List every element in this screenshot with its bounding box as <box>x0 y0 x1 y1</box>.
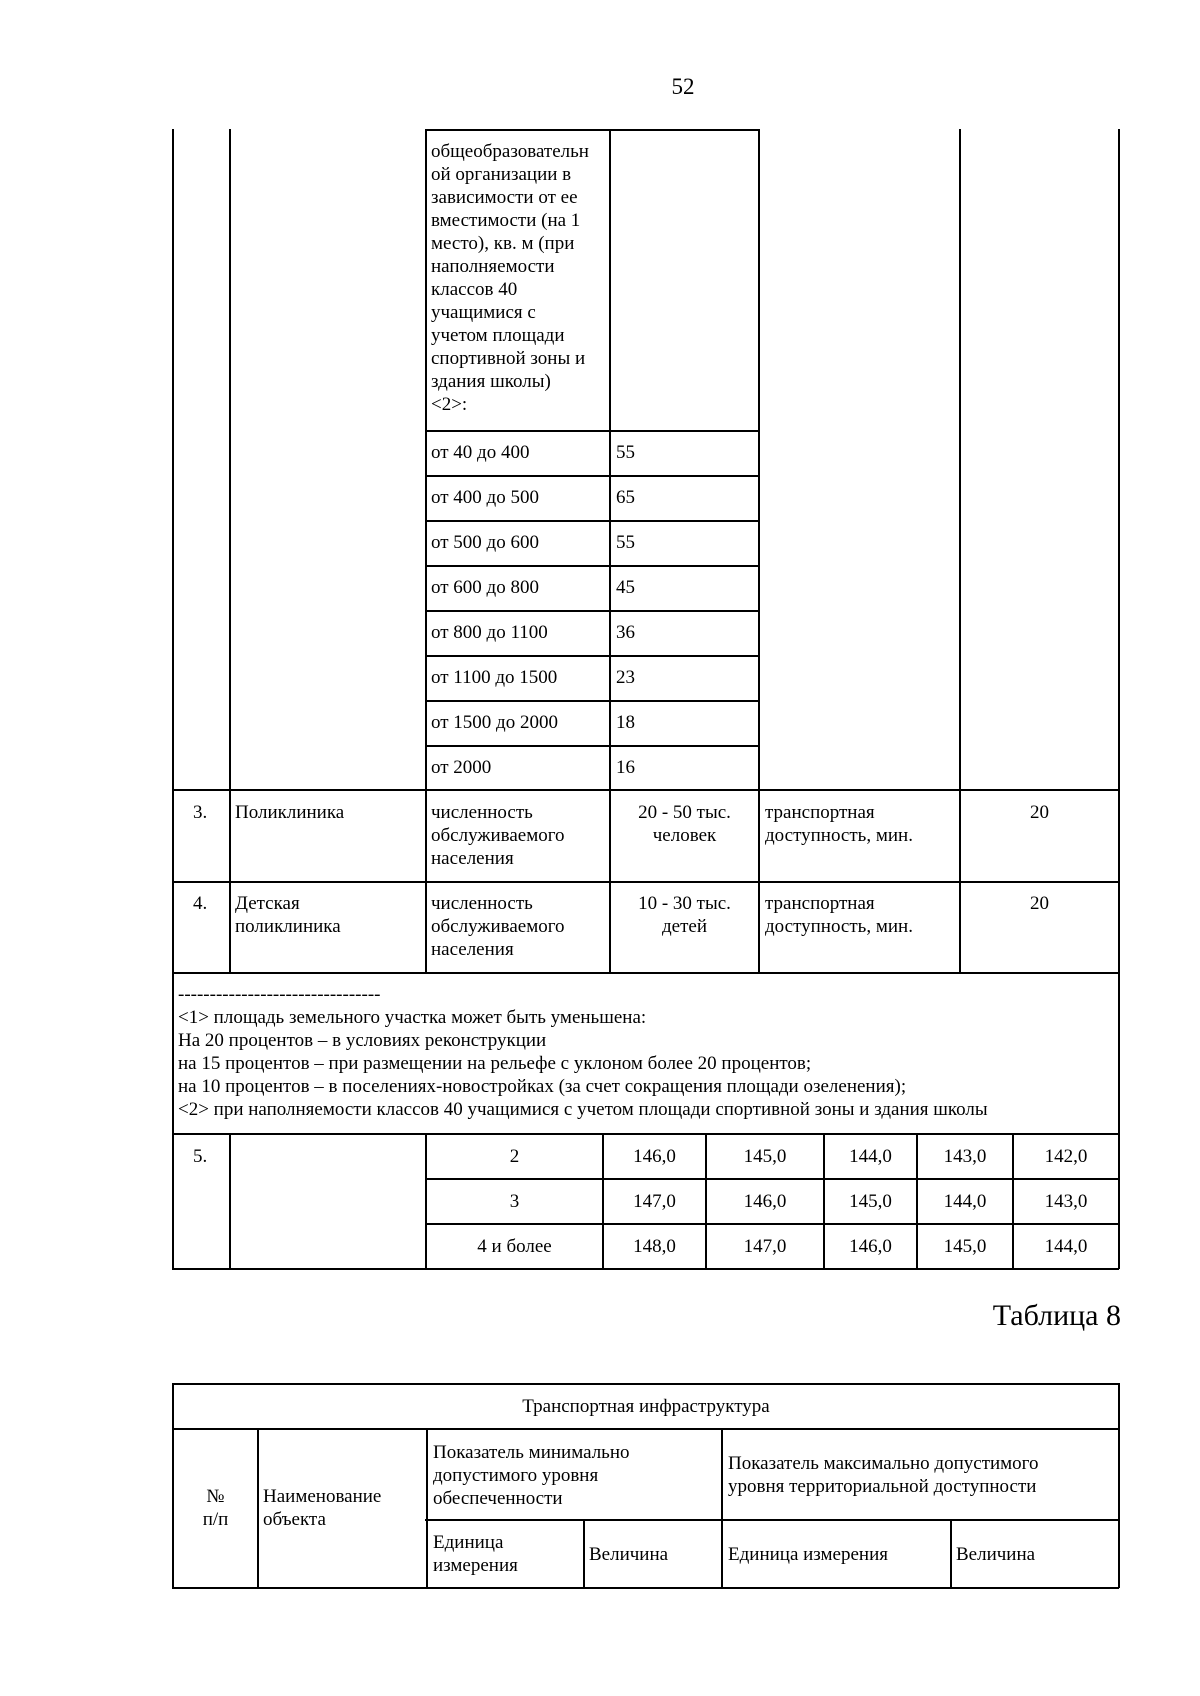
footnote-line: <1> площадь земельного участка может быть уменьшена: <box>178 1007 647 1028</box>
row5-value: 147,0 <box>743 1236 787 1257</box>
indicator-text: общеобразовательн ой организации в зависимости от ее вместимости (на 1 место), кв. м (при наполняемости классов 40 учащимися с учетом площади спортивной зоны и здания школы) <2>: <box>431 141 589 415</box>
capacity-range: от 2000 <box>431 757 492 778</box>
footnote-line: <2> при наполняемости классов 40 учащимися с учетом площади спортивной зоны и здания школы <box>178 1099 988 1120</box>
row5-value: 144,0 <box>943 1191 987 1212</box>
row5-value: 143,0 <box>943 1146 987 1167</box>
capacity-range: от 400 до 500 <box>431 487 539 508</box>
row5-value: 146,0 <box>633 1146 676 1167</box>
row5-value: 143,0 <box>1044 1191 1088 1212</box>
capacity-value: 55 <box>616 532 635 553</box>
page-number: 52 <box>671 74 695 99</box>
table-title: Транспортная инфраструктура <box>522 1396 770 1417</box>
col-number-header: № п/п <box>202 1486 229 1530</box>
row5-value: 144,0 <box>1044 1236 1088 1257</box>
table-caption: Таблица 8 <box>992 1299 1121 1332</box>
capacity-range: от 500 до 600 <box>431 532 539 553</box>
capacity-range: от 600 до 800 <box>431 577 539 598</box>
row-number: 3. <box>193 802 208 823</box>
access-unit: транспортная доступность, мин. <box>765 893 913 937</box>
capacity-range: от 1100 до 1500 <box>431 667 558 688</box>
row5-value: 145,0 <box>743 1146 787 1167</box>
footnote-separator: -------------------------------- <box>178 984 381 1005</box>
row5-value: 147,0 <box>633 1191 676 1212</box>
access-value: 20 <box>1030 802 1049 823</box>
footnote-line: на 10 процентов – в поселениях-новостройках (за счет сокращения площади озеленения); <box>178 1076 907 1097</box>
sub-value-header: Величина <box>956 1544 1036 1565</box>
row5-value: 148,0 <box>633 1236 676 1257</box>
footnote-line: На 20 процентов – в условиях реконструкции <box>178 1030 547 1051</box>
capacity-value: 23 <box>616 667 635 688</box>
sub-value-header: Величина <box>589 1544 669 1565</box>
indicator-value: 20 - 50 тыс. человек <box>638 802 731 846</box>
capacity-value: 36 <box>616 622 635 643</box>
row-number: 5. <box>193 1146 208 1167</box>
capacity-range: от 800 до 1100 <box>431 622 548 643</box>
row5-value: 146,0 <box>849 1236 892 1257</box>
row-number: 4. <box>193 893 208 914</box>
capacity-value: 65 <box>616 487 635 508</box>
row5-label: 2 <box>509 1146 520 1167</box>
row5-value: 145,0 <box>943 1236 987 1257</box>
col-name-header: Наименование объекта <box>263 1486 382 1530</box>
row5-value: 144,0 <box>849 1146 892 1167</box>
access-unit: транспортная доступность, мин. <box>765 802 913 846</box>
capacity-value: 55 <box>616 442 635 463</box>
col-max-group-header: Показатель максимально допустимого уровня территориальной доступности <box>728 1453 1039 1497</box>
capacity-value: 16 <box>616 757 635 778</box>
object-name: Детская поликлиника <box>235 893 341 937</box>
footnotes <box>178 983 988 1121</box>
capacity-value: 45 <box>616 577 635 598</box>
capacity-value: 18 <box>616 712 635 733</box>
col-min-group-header: Показатель минимально допустимого уровня обеспеченности <box>433 1442 630 1509</box>
footnote-line: на 15 процентов – при размещении на рельефе с уклоном более 20 процентов; <box>178 1053 812 1074</box>
capacity-range: от 1500 до 2000 <box>431 712 558 733</box>
row5-value: 145,0 <box>849 1191 892 1212</box>
row5-value: 142,0 <box>1044 1146 1088 1167</box>
sub-unit-header: Единица измерения <box>433 1532 518 1576</box>
object-name: Поликлиника <box>235 802 345 823</box>
capacity-range: от 40 до 400 <box>431 442 530 463</box>
indicator-value: 10 - 30 тыс. детей <box>638 893 731 937</box>
row5-label: 3 <box>509 1191 520 1212</box>
access-value: 20 <box>1030 893 1049 914</box>
row5-value: 146,0 <box>743 1191 787 1212</box>
indicator-text: численность обслуживаемого населения <box>431 802 565 869</box>
sub-unit-header: Единица измерения <box>728 1544 888 1565</box>
row5-label: 4 и более <box>477 1236 552 1257</box>
indicator-text: численность обслуживаемого населения <box>431 893 565 960</box>
